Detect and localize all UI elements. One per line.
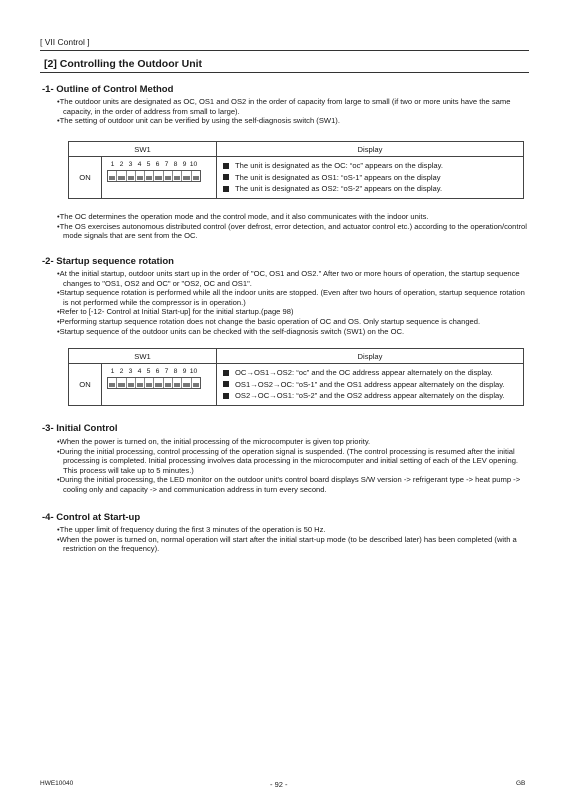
rotation-paragraphs [57,269,532,336]
paragraph: •During the initial processing, the LED monitor on the outdoor unit's control board displays S/W version -> refrigerant type -> heat pump -> cooling only and capacity -> and communication address in turn every second. [57,475,521,494]
square-bullet-icon [223,381,229,387]
heading-startup-rotation: -2- Startup sequence rotation [42,256,174,267]
sw1-header: SW1 [69,349,217,364]
outline-paragraphs-top [57,97,532,126]
square-bullet-icon [223,186,229,192]
footer-doc-code: HWE10040 [40,780,74,787]
on-label: ON [69,157,102,199]
paragraph: •The OS exercises autonomous distributed control (over defrost, error detection, and actuator control etc.) according to the operation/control mode signals that are sent from the OC. [57,221,527,241]
on-label: ON [69,364,102,406]
heading-control-startup: -4- Control at Start-up [42,512,141,523]
display-descriptions [217,364,524,406]
footer-page-number: - 92 - [270,780,288,789]
display-line: OS1→OS2→OC: “oS-1” and the OS1 address appear alternately on the display. [223,379,517,391]
display-line: The unit is designated as the OC: “oc” appears on the display. [223,160,517,172]
display-line: OC→OS1→OS2: “oc” and the OC address appear alternately on the display. [223,367,517,379]
dip-switch-diagram [102,364,217,406]
display-descriptions [217,157,524,199]
chapter-header: [ VII Control ] [40,37,90,47]
paragraph: •The outdoor units are designated as OC, OS1 and OS2 in the order of capacity from large to small (if two or more units have the same capacity, in the order of address from small to large). [57,97,511,116]
header-rule-top [40,50,529,51]
heading-initial-control: -3- Initial Control [42,423,118,434]
startup-paragraphs [57,525,532,554]
square-bullet-icon [223,163,229,169]
sw1-designation-table [68,141,524,199]
paragraph: •Refer to [-12- Control at Initial Start-up] for the initial startup.(page 98) [57,307,294,317]
display-line: The unit is designated as OS2: “oS-2” appears on the display. [223,183,517,195]
paragraph: •When the power is turned on, normal operation will start after the initial start-up mode (to be described later) has been completed (with a restriction on the frequency). [57,534,517,554]
display-header: Display [217,142,524,157]
dip-switch-row [107,170,201,182]
display-line: The unit is designated as OS1: “oS-1” appears on the display [223,172,517,184]
paragraph: •When the power is turned on, the initial processing of the microcomputer is given top priority. [57,437,371,446]
display-line: OS2→OC→OS1: “oS-2” and the OS2 address appear alternately on the display. [223,390,517,402]
square-bullet-icon [223,393,229,399]
outline-paragraphs-bottom [57,212,532,241]
dip-numbers: 1 2 3 4 5 6 7 8 9 10 [110,161,198,168]
paragraph: •At the initial startup, outdoor units start up in the order of "OC, OS1 and OS2." After two or more hours of operation, the startup sequence changes to "OS1, OS2 and OC" or "OS2, OC and OS1". [57,269,520,288]
paragraph: •The OC determines the operation mode and the control mode, and it also communicates with the indoor units. [57,212,429,221]
dip-switch-row [107,377,201,389]
sw1-header: SW1 [69,142,217,157]
paragraph: •Performing startup sequence rotation does not change the basic operation of OC and OS. Only startup sequence is changed. [57,316,481,326]
dip-numbers: 1 2 3 4 5 6 7 8 9 10 [110,368,198,375]
paragraph: •The setting of outdoor unit can be verified by using the self-diagnosis switch (SW1). [57,116,340,126]
square-bullet-icon [223,370,229,376]
paragraph: •Startup sequence of the outdoor units can be checked with the self-diagnosis switch (SW1) on the OC. [57,326,405,336]
initial-control-paragraphs [57,437,532,495]
paragraph: •The upper limit of frequency during the first 3 minutes of the operation is 50 Hz. [57,525,326,534]
footer-language: GB [516,780,526,787]
header-rule-bottom [40,72,529,73]
square-bullet-icon [223,174,229,180]
sw1-rotation-table [68,348,524,406]
dip-switch-diagram [102,157,217,199]
paragraph: •Startup sequence rotation is performed while all the indoor units are stopped. (Even after two hours of operation, startup sequence rotation is not performed while the compressor is in operation.) [57,288,525,307]
display-header: Display [217,349,524,364]
section-title: [2] Controlling the Outdoor Unit [44,58,203,70]
paragraph: •During the initial processing, control processing of the operation signal is suspended. (The control processing is resumed after the initial processing is completed. Initial processing involves data processing in the microcomputer and initial setting of each of the LEV opening. This process will take up to 5 minutes.) [57,446,519,475]
heading-outline-control: -1- Outline of Control Method [42,84,174,95]
